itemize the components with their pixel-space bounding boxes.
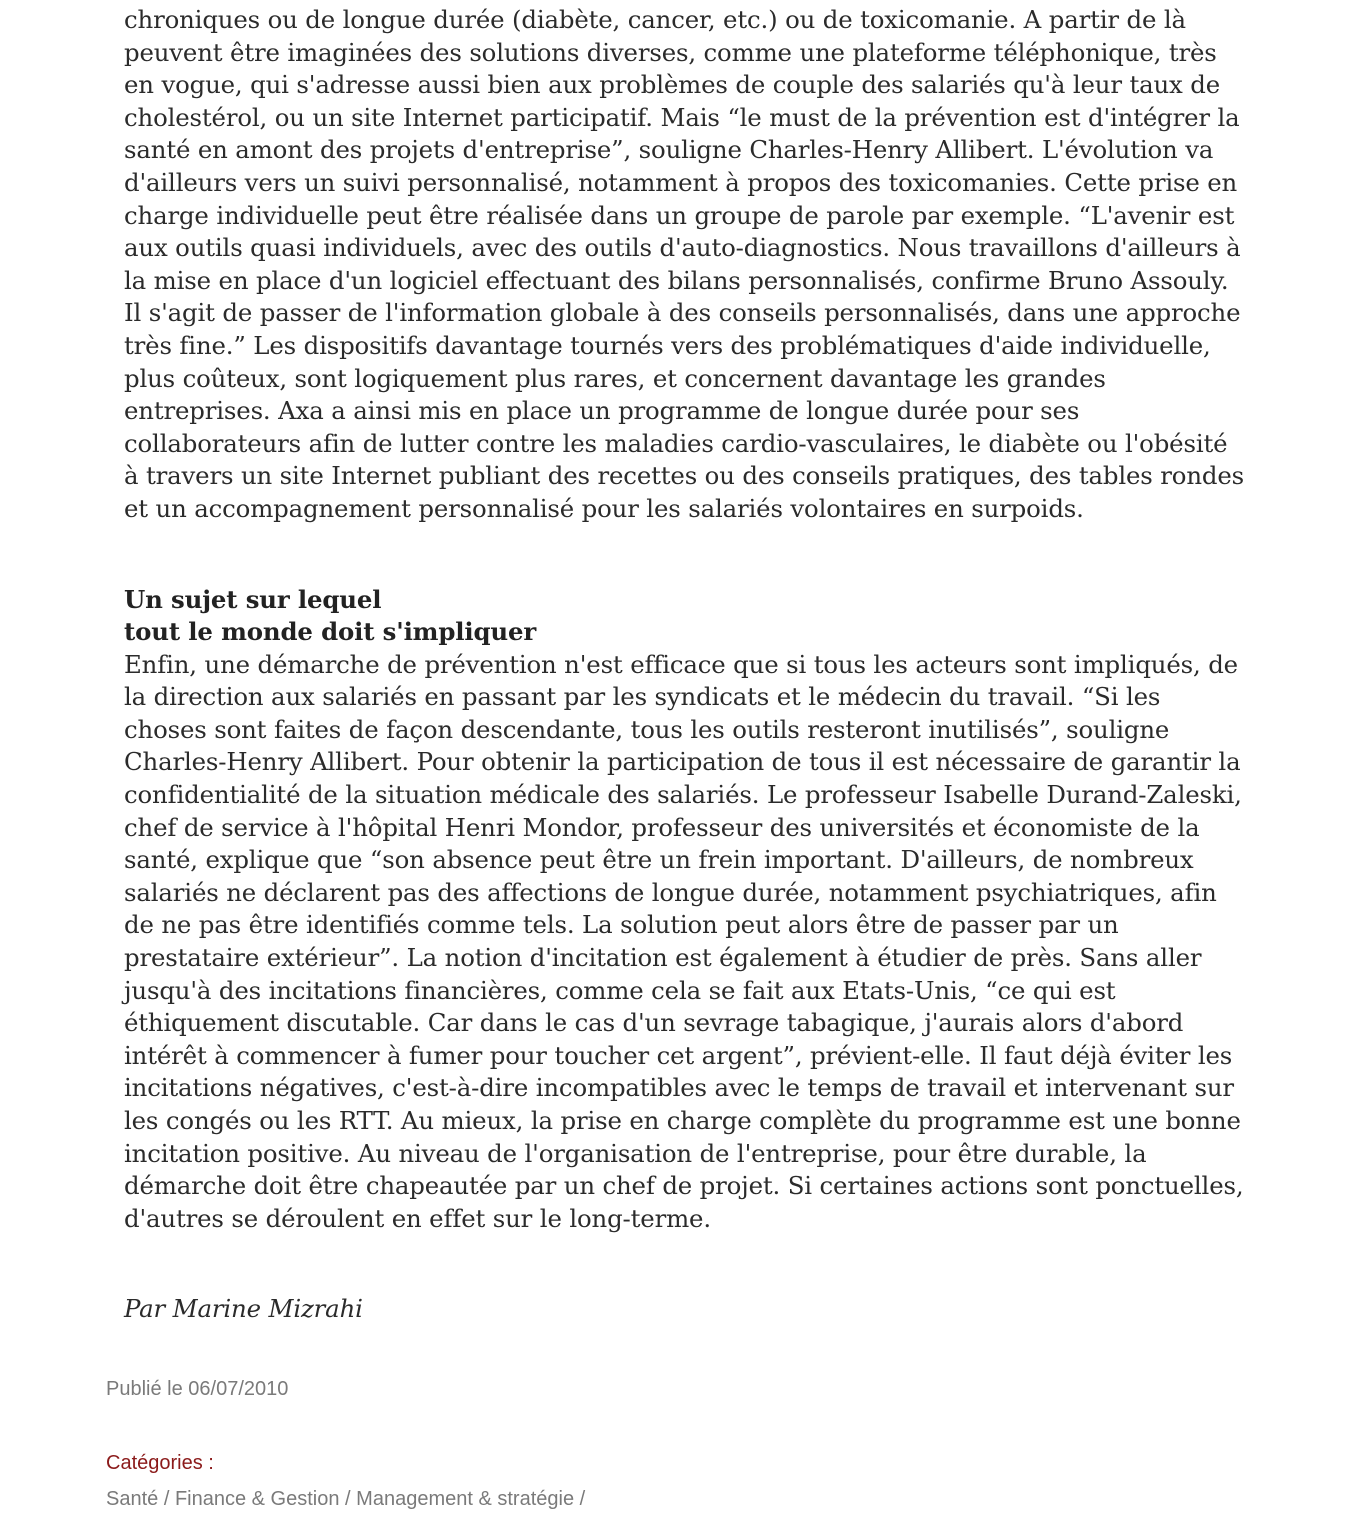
publish-date: Publié le 06/07/2010 [106,1378,289,1400]
categories-label: Catégories : [106,1452,214,1474]
article-body [124,4,1246,1326]
category-link-management-strategie[interactable]: Management & stratégie [356,1488,575,1510]
author-byline: Par Marine Mizrahi [124,1294,363,1324]
category-separator: / [579,1488,586,1510]
category-separator: / [345,1488,351,1510]
article-paragraph: Enfin, une démarche de prévention n'est efficace que si tous les acteurs sont impliqués, de la direction aux salariés en passant par les syndicats et le médecin du travail. “Si les choses sont faites de façon descendante, tous les outils resteront inutilisés”, souligne Charles-Henry Allibert. Pour obtenir la participation de tous il est nécessaire de garantir la confidentialité de la situation médicale des salariés. Le professeur Isabelle Durand-Zaleski, chef de service à l'hôpital Henri Mondor, professeur des universités et économiste de la santé, explique que “son absence peut être un frein important. D'ailleurs, de nombreux salariés ne déclarent pas des affections de longue durée, notamment psychiatriques, afin de ne pas être identifiés comme tels. La solution peut alors être de passer par un prestataire extérieur”. La notion d'incitation est également à étudier de près. Sans aller jusqu'à des incitations financières, comme cela se fait aux Etats-Unis, “ce qui est éthiquement discutable. Car dans le cas d'un sevrage tabagique, j'aurais alors d'abord intérêt à commencer à fumer pour toucher cet argent”, prévient-elle. Il faut déjà éviter les incitations négatives, c'est-à-dire incompatibles avec le temps de travail et intervenant sur les congés ou les RTT. Au mieux, la prise en charge complète du programme est une bonne incitation positive. Au niveau de l'organisation de l'entreprise, pour être durable, la démarche doit être chapeautée par un chef de projet. Si certaines actions sont ponctuelles, d'autres se déroulent en effet sur le long-terme. [124,649,1244,1233]
section-heading-line: tout le monde doit s'impliquer [124,617,537,647]
category-link-sante[interactable]: Santé [106,1488,159,1510]
article-paragraph: chroniques ou de longue durée (diabète, cancer, etc.) ou de toxicomanie. A partir de là peuvent être imaginées des solutions diverses, comme une plateforme téléphonique, très en vogue, qui s'adresse aussi bien aux problèmes de couple des salariés qu'à leur taux de cholestérol, ou un site Internet participatif. Mais “le must de la prévention est d'intégrer la santé en amont des projets d'entreprise”, souligne Charles-Henry Allibert. L'évolution va d'ailleurs vers un suivi personnalisé, notamment à propos des toxicomanies. Cette prise en charge individuelle peut être réalisée dans un groupe de parole par exemple. “L'avenir est aux outils quasi individuels, avec des outils d'auto-diagnostics. Nous travaillons d'ailleurs à la mise en place d'un logiciel effectuant des bilans personnalisés, confirme Bruno Assouly. Il s'agit de passer de l'information globale à des conseils personnalisés, dans une approche très fine.” Les dispositifs davantage tournés vers des problématiques d'aide individuelle, plus coûteux, sont logiquement plus rares, et concernent davantage les grandes entreprises. Axa a ainsi mis en place un programme de longue durée pour ses collaborateurs afin de lutter contre les maladies cardio-vasculaires, le diabète ou l'obésité à travers un site Internet publiant des recettes ou des conseils pratiques, des tables rondes et un accompagnement personnalisé pour les salariés volontaires en surpoids. [124,5,1244,523]
category-link-finance-gestion[interactable]: Finance & Gestion [174,1488,340,1510]
section-heading [124,584,1246,649]
category-separator: / [163,1488,170,1510]
categories-list [106,1488,585,1511]
section-heading-line: Un sujet sur lequel [124,584,382,614]
